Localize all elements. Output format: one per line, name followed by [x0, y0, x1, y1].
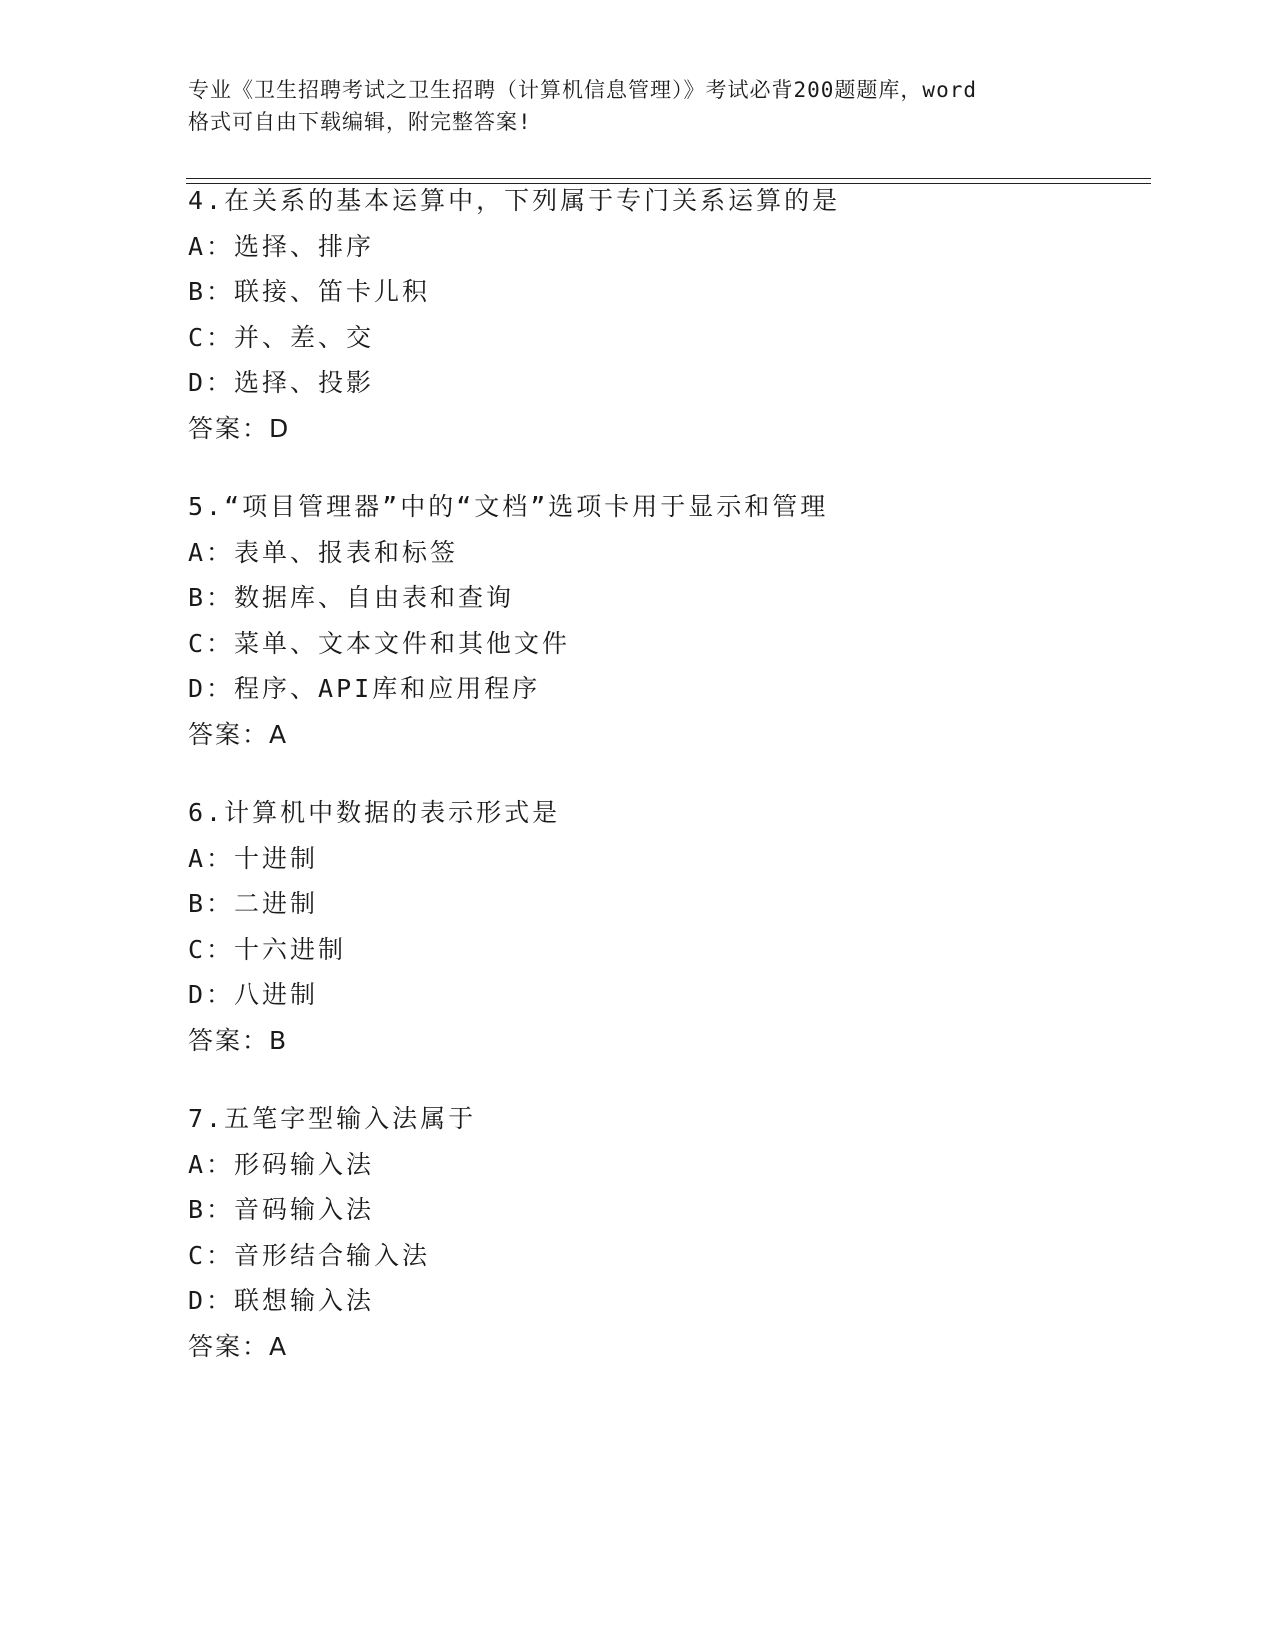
- question-block-4: [188, 178, 1148, 451]
- answer: 答案：A: [188, 719, 289, 749]
- header-line-1: 专业《卫生招聘考试之卫生招聘（计算机信息管理）》考试必背200题题库，word: [188, 78, 977, 102]
- option-d: D：程序、API库和应用程序: [188, 674, 541, 703]
- question-block-6: [188, 790, 1148, 1063]
- question-stem: 4.在关系的基本运算中，下列属于专门关系运算的是: [188, 186, 841, 215]
- option-a: A：形码输入法: [188, 1149, 375, 1179]
- option-c: C：菜单、文本文件和其他文件: [188, 628, 571, 658]
- option-d: D：选择、投影: [188, 368, 375, 397]
- option-b: B：联接、笛卡儿积: [188, 277, 431, 306]
- answer: 答案：B: [188, 1025, 289, 1055]
- option-c: C：十六进制: [188, 934, 347, 964]
- option-a: A：十进制: [188, 843, 319, 873]
- question-block-5: [188, 484, 1148, 757]
- option-a: A：表单、报表和标签: [188, 537, 459, 567]
- question-stem: 6.计算机中数据的表示形式是: [188, 798, 561, 827]
- answer: 答案：A: [188, 1331, 289, 1361]
- question-stem: 5.“项目管理器”中的“文档”选项卡用于显示和管理: [188, 492, 829, 521]
- question-stem: 7.五笔字型输入法属于: [188, 1104, 477, 1133]
- option-d: D：联想输入法: [188, 1286, 375, 1315]
- option-b: B：音码输入法: [188, 1195, 375, 1224]
- option-b: B：二进制: [188, 889, 319, 918]
- header-line-2: 格式可自由下载编辑，附完整答案!: [188, 110, 532, 134]
- answer: 答案：D: [188, 413, 291, 443]
- document-header: [188, 74, 1088, 138]
- question-block-7: [188, 1096, 1148, 1369]
- option-a: A：选择、排序: [188, 231, 375, 261]
- option-b: B：数据库、自由表和查询: [188, 583, 515, 612]
- option-c: C：并、差、交: [188, 322, 375, 352]
- option-d: D：八进制: [188, 980, 319, 1009]
- option-c: C：音形结合输入法: [188, 1240, 431, 1270]
